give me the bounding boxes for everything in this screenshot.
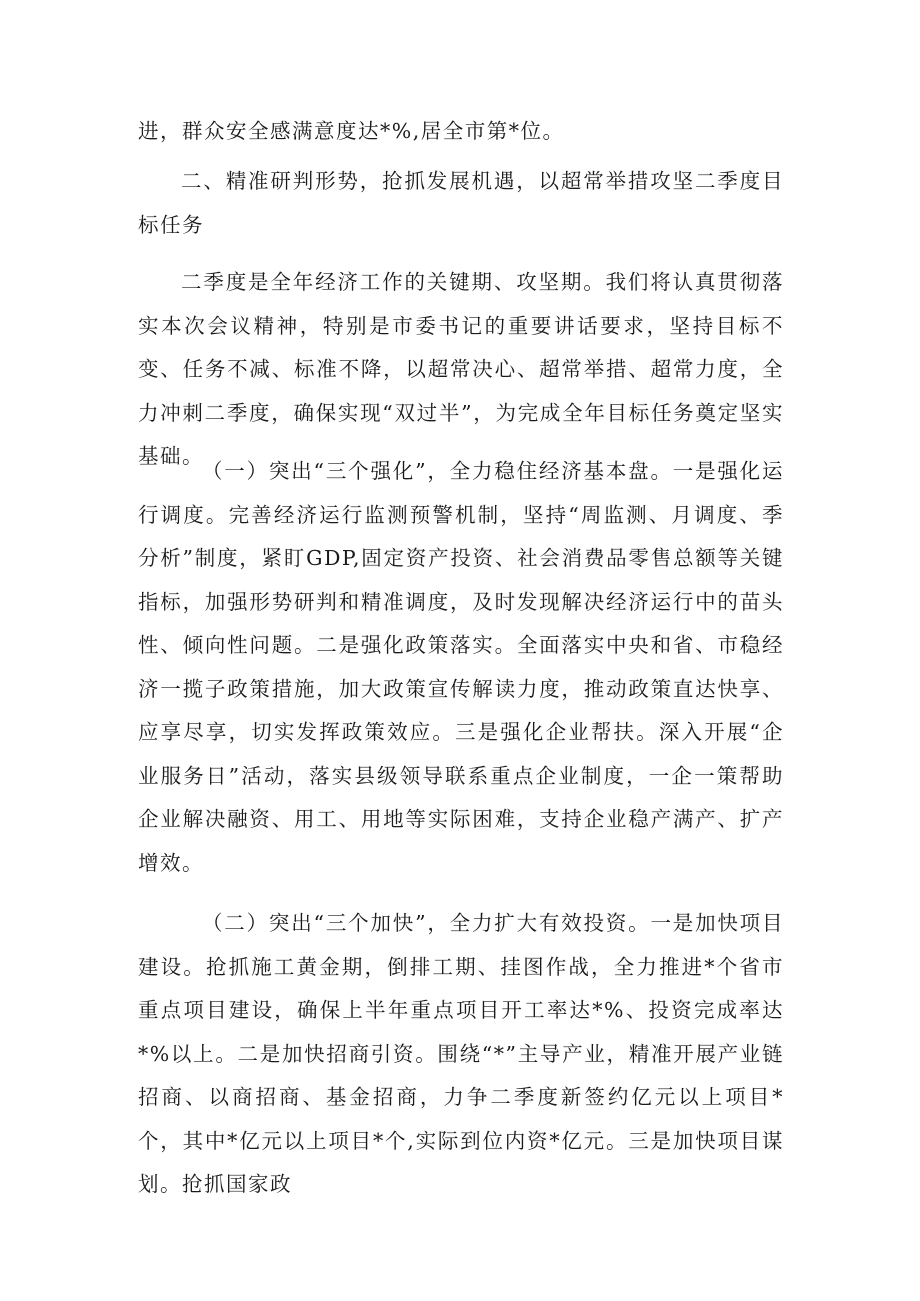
section-heading-2: 二、精准研判形势，抢抓发展机遇，以超常举措攻坚二季度目标任务 [138,169,784,237]
paragraph-continuation: 进，群众安全感满意度达*%,居全市第*位。 [138,119,565,143]
paragraph-three-accelerate: （二）突出“三个加快”，全力扩大有效投资。一是加快项目建设。抢抓施工黄金期，倒排工期、挂图作战，全力推进*个省市重点项目建设，确保上半年重点项目开工率达*%、投资完成率达*%以上。二是加快招商引资。围绕“*”主导产业，精准开展产业链招商、以商招商、基金招商，力争二季度新签约亿元以上项目*个，其中*亿元以上项目*个,实际到位内资*亿元。三是加快项目谋划。抢抓国家政 [138,911,784,1196]
paragraph-second-quarter: 二季度是全年经济工作的关键期、攻坚期。我们将认真贯彻落实本次会议精神，特别是市委书记的重要讲话要求，坚持目标不变、任务不减、标准不降，以超常决心、超常举措、超常力度，全力冲刺二季度，确保实现“双过半”，为完成全年目标任务奠定坚实基础。 [138,270,784,468]
paragraph-three-strengthen: （一）突出“三个强化”，全力稳住经济基本盘。一是强化运行调度。完善经济运行监测预警机制，坚持“周监测、月调度、季分析”制度，紧盯GDP,固定资产投资、社会消费品零售总额等关键指标，加强形势研判和精准调度，及时发现解决经济运行中的苗头性、倾向性问题。二是强化政策落实。全面落实中央和省、市稳经济一揽子政策措施，加大政策宣传解读力度，推动政策直达快享、应享尽享，切实发挥政策效应。三是强化企业帮扶。深入开展“企业服务日”活动，落实县级领导联系重点企业制度，一企一策帮助企业解决融资、用工、用地等实际困难，支持企业稳产满产、扩产增效。 [138,459,784,875]
